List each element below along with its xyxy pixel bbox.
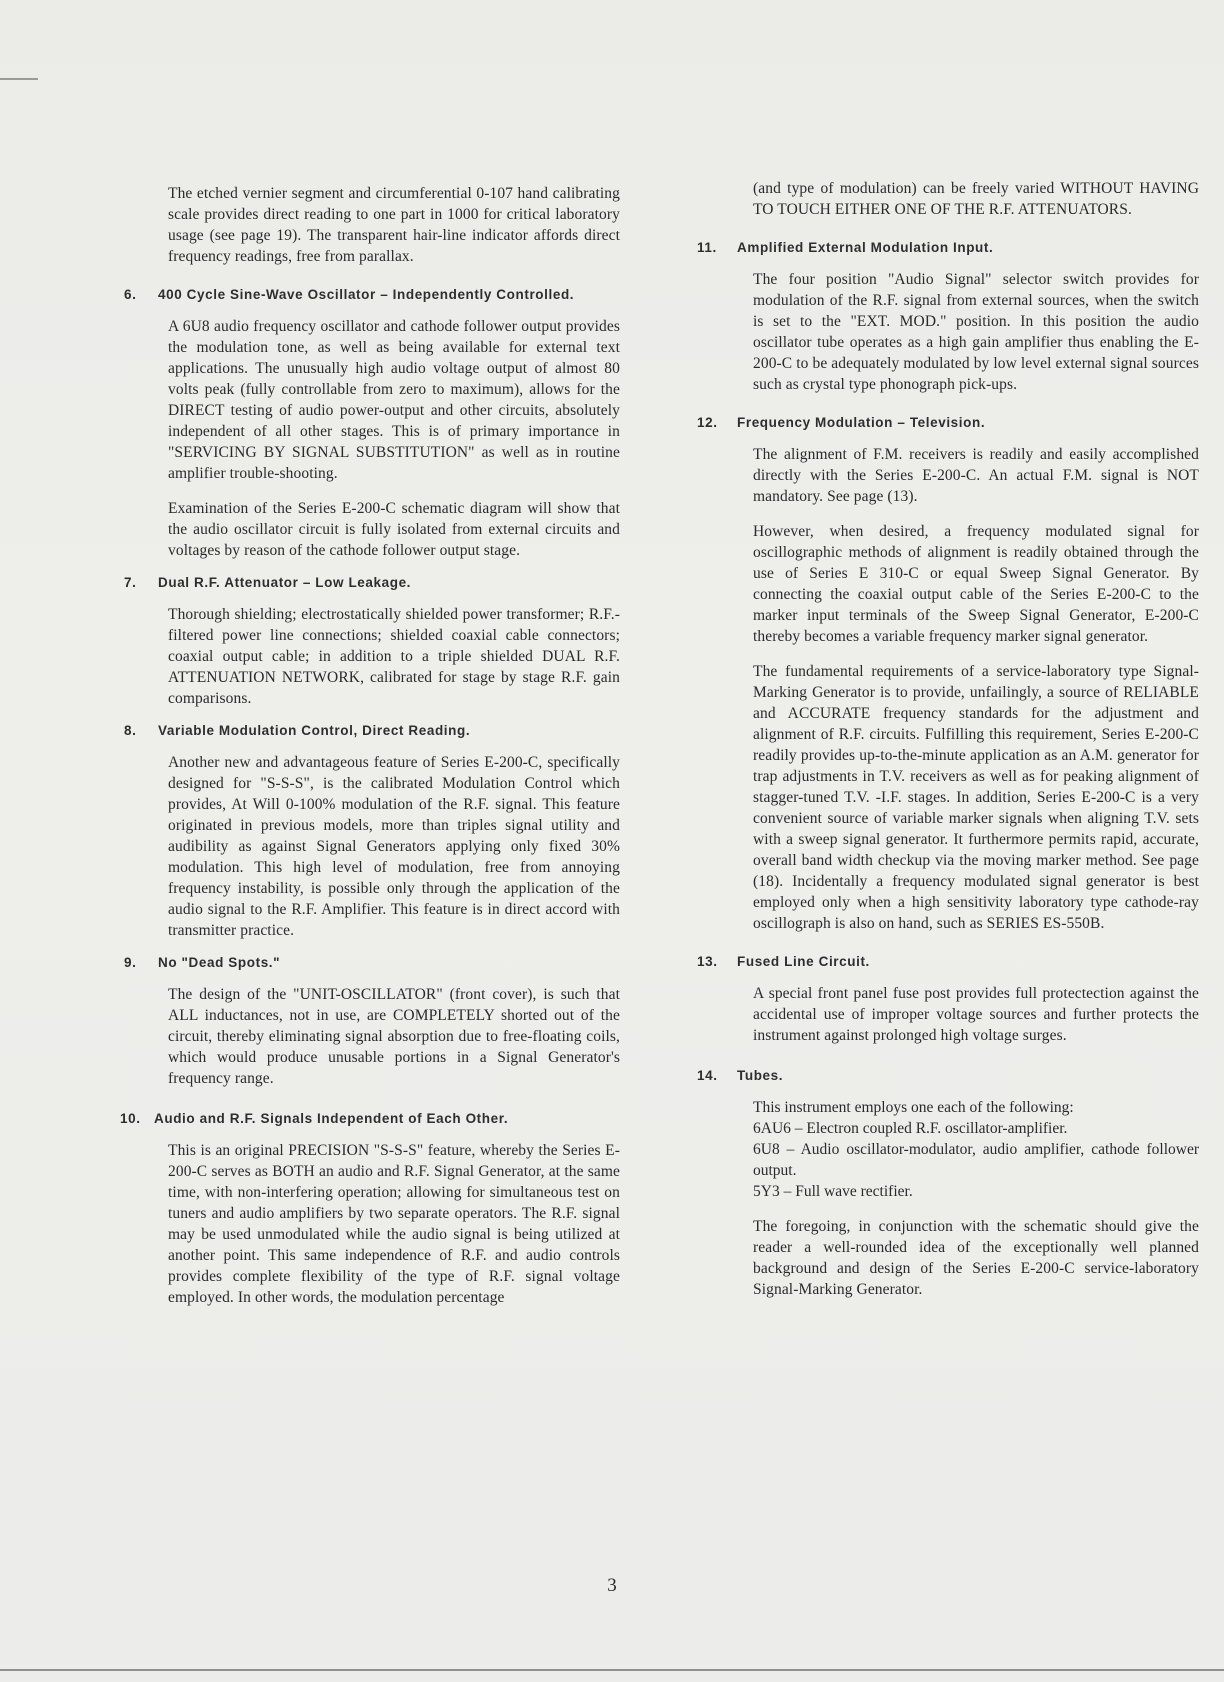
section-12-paragraph-1: The alignment of F.M. receivers is readily and easily accomplished directly with the Series E-200-C. An actual F.M. signal is NOT mandatory. See page (13). xyxy=(753,446,1199,505)
tube-6au6-line: 6AU6 – Electron coupled R.F. oscillator-amplifier. xyxy=(753,1120,1068,1137)
right-column xyxy=(697,178,1199,1314)
tube-6u8-line: 6U8 – Audio oscillator-modulator, audio amplifier, cathode follower output. xyxy=(753,1141,1199,1179)
section-number: 9. xyxy=(124,955,137,970)
section-14-paragraph-2: The foregoing, in conjunction with the schematic should give the reader a well-rounded idea of the exceptionally well planned background and design of the Series E-200-C service-laboratory Signal-Marking Generator. xyxy=(753,1218,1199,1298)
section-title: Variable Modulation Control, Direct Reading. xyxy=(158,723,471,738)
section-title: 400 Cycle Sine-Wave Oscillator – Independently Controlled. xyxy=(158,287,575,302)
section-6-heading xyxy=(124,287,620,302)
section-number: 10. xyxy=(120,1111,141,1126)
section-number: 8. xyxy=(124,723,137,738)
section-10-paragraph-1: This is an original PRECISION "S-S-S" feature, whereby the Series E-200-C serves as BOTH an audio and R.F. Signal Generator, at the same time, with non-interfering operation; allowing for simultaneous test on tuners and audio amplifiers by two separate operators. The R.F. signal may be used unmodulated while the audio signal is being utilized at another point. This same independence of R.F. and audio controls provides complete flexibility of the type of R.F. signal voltage employed. In other words, the modulation percentage xyxy=(168,1142,620,1306)
section-12-paragraph-3: The fundamental requirements of a service-laboratory type Signal-Marking Generator is to provide, unfailingly, a source of RELIABLE and ACCURATE frequency standards for the adjustment and alignment of R.F. circuits. Fulfilling this requirement, Series E-200-C readily provides up-to-the-minute application as an A.M. generator for trap adjustments in T.V. receivers as well as for peaking alignment of stagger-tuned T.V. -I.F. stages. In addition, Series E-200-C is a very convenient source of variable marker signals when aligning T.V. sets with a sweep signal generator. It furthermore permits rapid, accurate, overall band width checkup via the moving marker method. See page (18). Incidentally a frequency modulated signal generator is best employed only when a high sensitivity laboratory type cathode-ray oscillograph is also on hand, such as SERIES ES-550B. xyxy=(753,663,1199,932)
section-6-paragraph-1: A 6U8 audio frequency oscillator and cathode follower output provides the modulation tone, as well as being available for external text applications. The unusually high audio voltage output of almost 80 volts peak (fully controllable from zero to maximum), allows for the DIRECT testing of audio power-output and other circuits, absolutely independent of all other stages. This is of primary importance in "SERVICING BY SIGNAL SUBSTITUTION" as well as in routine amplifier trouble-shooting. xyxy=(168,318,620,482)
edge-mark xyxy=(0,78,38,80)
intro-paragraph: The etched vernier segment and circumferential 0-107 hand calibrating scale provides direct reading to one part in 1000 for critical laboratory usage (see page 19). The transparent hair-line indicator affords direct frequency readings, free from parallax. xyxy=(168,185,620,265)
section-14-heading xyxy=(697,1068,1199,1083)
page-number: 3 xyxy=(607,1575,617,1596)
section-11-paragraph-1: The four position "Audio Signal" selector switch provides for modulation of the R.F. signal from external sources, when the switch is set to the "EXT. MOD." position. In this position the audio oscillator tube operates as a high gain amplifier thus enabling the E-200-C to be adequately modulated by low level external signal sources such as crystal type phonograph pick-ups. xyxy=(753,271,1199,393)
section-6-paragraph-2: Examination of the Series E-200-C schematic diagram will show that the audio oscillator circuit is fully isolated from external circuits and voltages by reason of the cathode follower output stage. xyxy=(168,500,620,559)
section-title: Tubes. xyxy=(737,1068,784,1083)
section-13-paragraph-1: A special front panel fuse post provides full protectection against the accidental use of improper voltage sources and further protects the instrument against prolonged high voltage surges. xyxy=(753,985,1199,1044)
section-8-paragraph-1: Another new and advantageous feature of Series E-200-C, specifically designed for "S-S-S", is the calibrated Modulation Control which provides, At Will 0-100% modulation of the R.F. signal. This feature originated in previous models, more than triples signal utility and audibility as against Signal Generators applying only fixed 30% modulation. This high level of modulation, free from annoying frequency instability, is possible only through the application of the audio signal to the R.F. Amplifier. This feature is in direct accord with transmitter practice. xyxy=(168,754,620,939)
section-number: 6. xyxy=(124,287,137,302)
section-number: 12. xyxy=(697,415,718,430)
section-title: Frequency Modulation – Television. xyxy=(737,415,986,430)
section-7-heading xyxy=(124,575,620,590)
section-9-heading xyxy=(124,955,620,970)
section-7-paragraph-1: Thorough shielding; electrostatically shielded power transformer; R.F.-filtered power line connections; shielded coaxial cable connectors; coaxial output cable; in addition to a triple shielded DUAL R.F. ATTENUATION NETWORK, calibrated for stage by stage R.F. gain comparisons. xyxy=(168,606,620,707)
tubes-list xyxy=(753,1097,1199,1202)
section-number: 7. xyxy=(124,575,137,590)
continued-paragraph: (and type of modulation) can be freely varied WITHOUT HAVING TO TOUCH EITHER ONE OF THE R.F. ATTENUATORS. xyxy=(753,180,1199,218)
section-title: No "Dead Spots." xyxy=(158,955,281,970)
tubes-intro-line: This instrument employs one each of the following: xyxy=(753,1099,1074,1116)
section-13-heading xyxy=(697,954,1199,969)
section-number: 13. xyxy=(697,954,718,969)
section-number: 14. xyxy=(697,1068,718,1083)
section-title: Fused Line Circuit. xyxy=(737,954,870,969)
section-title: Audio and R.F. Signals Independent of Each Other. xyxy=(154,1111,509,1126)
section-12-heading xyxy=(697,415,1199,430)
section-title: Amplified External Modulation Input. xyxy=(737,240,994,255)
section-10-heading xyxy=(120,1111,620,1126)
section-9-paragraph-1: The design of the "UNIT-OSCILLATOR" (front cover), is such that ALL inductances, not in use, are COMPLETELY shorted out of the circuit, thereby eliminating signal absorption due to free-floating coils, which would produce unusable portions in a Signal Generator's frequency range. xyxy=(168,986,620,1087)
tube-5y3-line: 5Y3 – Full wave rectifier. xyxy=(753,1183,913,1200)
section-title: Dual R.F. Attenuator – Low Leakage. xyxy=(158,575,412,590)
bottom-edge-line xyxy=(0,1669,1224,1671)
left-column xyxy=(120,183,620,1322)
section-number: 11. xyxy=(697,240,717,255)
section-8-heading xyxy=(124,723,620,738)
section-11-heading xyxy=(697,240,1199,255)
section-12-paragraph-2: However, when desired, a frequency modulated signal for oscillographic methods of alignment is readily obtained through the use of Series E 310-C or equal Sweep Signal Generator. By connecting the coaxial output cable of the Series E-200-C to the marker input terminals of the Sweep Signal Generator, E-200-C thereby becomes a variable frequency marker signal generator. xyxy=(753,523,1199,645)
